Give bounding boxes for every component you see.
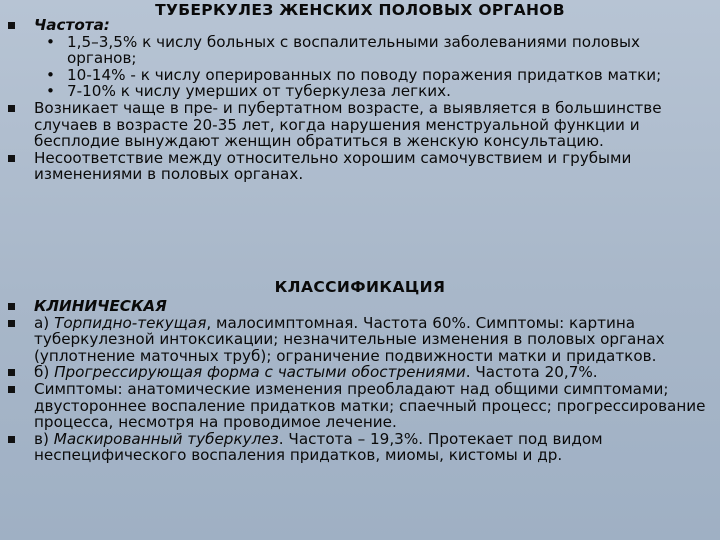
- form-a-prefix: а): [34, 313, 55, 332]
- section-frequency: [0, 17, 720, 183]
- form-b-name: Прогрессирующая форма с частыми обострениями: [54, 363, 466, 382]
- dot-icon: •: [46, 32, 55, 51]
- list-item-mismatch: [0, 150, 720, 183]
- bullet-icon: [8, 105, 15, 112]
- bullet-icon: [8, 369, 15, 376]
- list-item-form-b: [0, 364, 720, 381]
- list-item-symptoms: [0, 381, 720, 431]
- form-c-name: Маскированный туберкулез: [53, 429, 279, 448]
- sub-item: [0, 67, 720, 84]
- age-text: Возникает чаще в пре- и пубертатном возрасте, а выявляется в большинстве случаев в возрасте 20-35 лет, когда нарушения менструальной функции и бесплодие вынуждают женщин обратиться в женскую консультацию.: [34, 98, 662, 151]
- form-a-text: , малосимптомная. Частота 60%. Симптомы: картина туберкулезной интоксикации; незначительные изменения в половых органах (уплотнение маточных труб); ограничение подвижности матки и придатков.: [34, 313, 665, 365]
- frequency-label: Частота:: [34, 16, 110, 34]
- form-b-text: . Частота 20,7%.: [465, 363, 598, 382]
- form-c-prefix: в): [34, 429, 54, 448]
- bullet-icon: [8, 22, 15, 29]
- bullet-icon: [8, 436, 15, 443]
- clinical-label: КЛИНИЧЕСКАЯ: [34, 297, 167, 315]
- form-a-name: Торпидно-текущая: [54, 313, 207, 332]
- list-item-clinical: [0, 298, 720, 315]
- list-item-age: [0, 100, 720, 150]
- form-b-prefix: б): [34, 363, 55, 382]
- dot-icon: •: [46, 65, 55, 84]
- bullet-icon: [8, 320, 15, 327]
- list-item-frequency: [0, 17, 720, 34]
- classification-heading: КЛАССИФИКАЦИЯ: [274, 278, 446, 296]
- section-classification: [0, 298, 720, 464]
- slide-title: ТУБЕРКУЛЕЗ ЖЕНСКИХ ПОЛОВЫХ ОРГАНОВ: [155, 1, 565, 19]
- bullet-icon: [8, 155, 15, 162]
- sub-item-text: 1,5–3,5% к числу больных с воспалительными заболеваниями половых органов;: [67, 32, 641, 68]
- sub-item-text: 10-14% - к числу оперированных по поводу поражения придатков матки;: [67, 65, 662, 84]
- dot-icon: •: [46, 82, 55, 101]
- bullet-icon: [8, 386, 15, 393]
- form-c-text: . Частота – 19,3%. Протекает под видом неспецифического воспаления придатков, миомы, кистомы и др.: [34, 429, 603, 465]
- mismatch-text: Несоответствие между относительно хорошим самочувствием и грубыми изменениями в половых органах.: [34, 148, 632, 184]
- sub-item: [0, 34, 720, 67]
- bullet-icon: [8, 303, 15, 310]
- list-item-form-c: [0, 431, 720, 464]
- list-item-form-a: [0, 315, 720, 365]
- sub-item: [0, 83, 720, 100]
- sub-item-text: 7-10% к числу умерших от туберкулеза легких.: [67, 82, 451, 101]
- symptoms-text: Симптомы: анатомические изменения преобладают над общими симптомами; двустороннее воспаление придатков матки; спаечный процесс; прогрессирование процесса, несмотря на проводимое лечение.: [34, 379, 706, 432]
